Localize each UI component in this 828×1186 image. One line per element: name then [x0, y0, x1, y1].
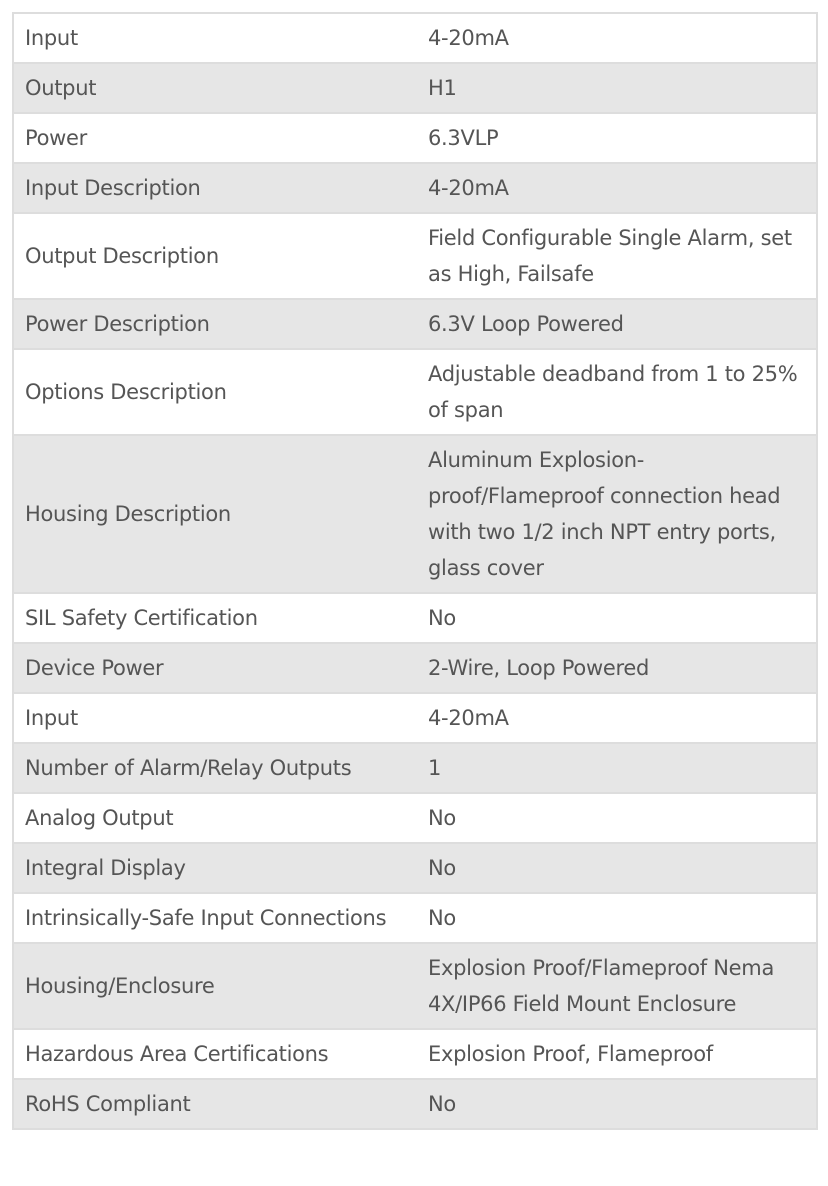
spec-label: Intrinsically-Safe Input Connections: [25, 906, 387, 930]
spec-label: Input: [25, 706, 78, 730]
spec-row: [13, 213, 817, 299]
spec-row: [13, 943, 817, 1029]
spec-label: Hazardous Area Certifications: [25, 1042, 329, 1066]
spec-value: No: [428, 856, 456, 880]
spec-row: [13, 593, 817, 643]
specifications-table-body: [13, 13, 817, 1129]
spec-value: Field Configurable Single Alarm, set as High, Failsafe: [428, 226, 792, 286]
spec-label: Housing/Enclosure: [25, 974, 215, 998]
spec-row: [13, 349, 817, 435]
spec-row: [13, 63, 817, 113]
spec-row: [13, 843, 817, 893]
spec-label: Power: [25, 126, 87, 150]
spec-row: [13, 893, 817, 943]
spec-label: Housing Description: [25, 502, 231, 526]
spec-value: No: [428, 606, 456, 630]
spec-value: 4-20mA: [428, 26, 509, 50]
spec-label: Options Description: [25, 380, 227, 404]
spec-label: Output: [25, 76, 97, 100]
spec-value: No: [428, 906, 456, 930]
spec-label: RoHS Compliant: [25, 1092, 191, 1116]
spec-row: [13, 1029, 817, 1079]
spec-row: [13, 693, 817, 743]
spec-label: Integral Display: [25, 856, 186, 880]
spec-value: 4-20mA: [428, 706, 509, 730]
spec-row: [13, 163, 817, 213]
spec-row: [13, 743, 817, 793]
spec-label: Number of Alarm/Relay Outputs: [25, 756, 352, 780]
spec-row: [13, 13, 817, 63]
spec-row: [13, 435, 817, 593]
spec-value: 4-20mA: [428, 176, 509, 200]
spec-label: Input Description: [25, 176, 201, 200]
spec-row: [13, 643, 817, 693]
spec-value: 6.3VLP: [428, 126, 499, 150]
spec-value: Explosion Proof/Flameproof Nema 4X/IP66 Field Mount Enclosure: [428, 956, 775, 1016]
spec-label: Output Description: [25, 244, 219, 268]
spec-row: [13, 1079, 817, 1129]
spec-label: Device Power: [25, 656, 164, 680]
spec-row: [13, 299, 817, 349]
specifications-table: [12, 12, 818, 1130]
spec-value: 2-Wire, Loop Powered: [428, 656, 649, 680]
spec-label: Analog Output: [25, 806, 174, 830]
spec-label: Input: [25, 26, 78, 50]
spec-value: Explosion Proof, Flameproof: [428, 1042, 713, 1066]
spec-label: SIL Safety Certification: [25, 606, 258, 630]
spec-value: 6.3V Loop Powered: [428, 312, 624, 336]
spec-row: [13, 113, 817, 163]
spec-value: Adjustable deadband from 1 to 25% of span: [428, 362, 798, 422]
spec-value: No: [428, 806, 456, 830]
spec-value: No: [428, 1092, 456, 1116]
spec-value: H1: [428, 76, 457, 100]
spec-value: 1: [428, 756, 442, 780]
spec-label: Power Description: [25, 312, 210, 336]
spec-value: Aluminum Explosion-proof/Flameproof connection head with two 1/2 inch NPT entry ports, glass cover: [428, 448, 781, 580]
spec-row: [13, 793, 817, 843]
